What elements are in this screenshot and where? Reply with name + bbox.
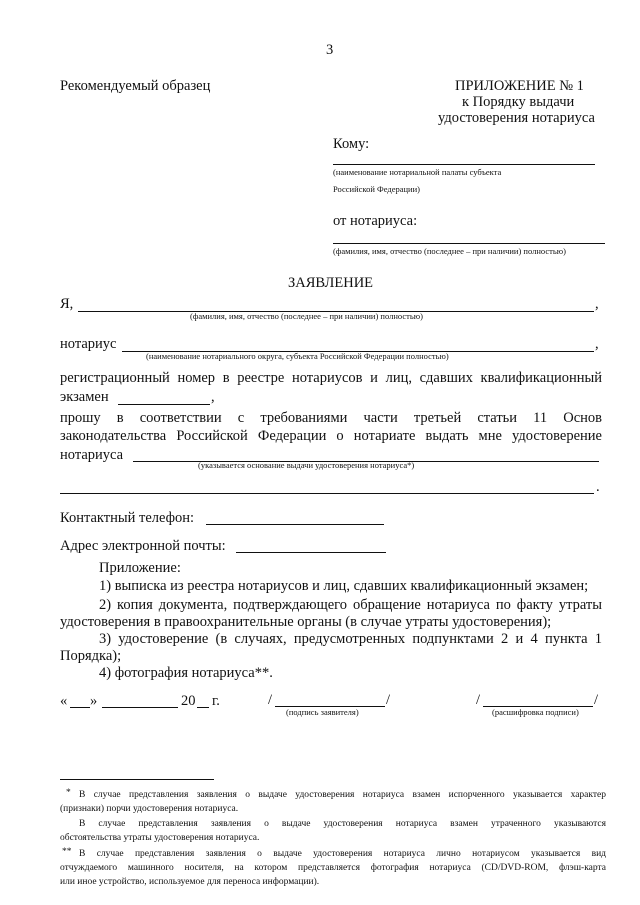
signature-decode-hint: (расшифровка подписи) [492, 707, 579, 717]
request-text-line1: прошу в соответствии с требованиями части третьей статьи 11 Основ [60, 410, 602, 426]
to-hint-1: (наименование нотариальной палаты субъекта [333, 167, 502, 177]
from-hint: (фамилия, имя, отчество (последнее – при наличии) полностью) [333, 246, 566, 256]
i-comma: , [595, 296, 599, 312]
request-text-line3: нотариуса [60, 447, 124, 463]
date-month-field-line[interactable] [102, 707, 178, 708]
date-year-field-line[interactable] [197, 707, 209, 708]
registration-text-line1: регистрационный номер в реестре нотариусов и лиц, сдавших квалификационный [60, 370, 602, 386]
document-title: ЗАЯВЛЕНИЕ [288, 275, 374, 291]
page-number: 3 [326, 42, 334, 58]
continuation-period: . [596, 479, 600, 495]
footnote-separator [60, 779, 214, 780]
phone-field-line[interactable] [206, 524, 384, 525]
signature-slash-left: / [268, 692, 273, 708]
signature-hint: (подпись заявителя) [286, 707, 359, 717]
i-label: Я, [60, 296, 74, 312]
request-text-line2: законодательства Российской Федерации о нотариате выдать мне удостоверение [60, 428, 602, 444]
notary-district-hint: (наименование нотариального округа, субъекта Российской Федерации полностью) [146, 351, 449, 361]
notary-label: нотариус [60, 336, 117, 352]
to-label: Кому: [333, 136, 370, 152]
registration-number-field-line[interactable] [118, 404, 210, 405]
attachment-item-2-line2: удостоверения в правоохранительные органы (в случае утраты удостоверения); [60, 614, 552, 630]
registration-text-line2: экзамен [60, 389, 109, 405]
decode-slash-right: / [594, 692, 599, 708]
issue-basis-continuation-line[interactable] [60, 493, 594, 494]
year-prefix: 20 [181, 693, 196, 709]
phone-label: Контактный телефон: [60, 510, 195, 526]
full-name-hint: (фамилия, имя, отчество (последнее – при наличии) полностью) [190, 311, 423, 321]
from-field-line[interactable] [333, 243, 605, 244]
footnote-3-mark: ** [62, 847, 72, 857]
appendix-subtitle: к Порядку выдачи [462, 94, 575, 110]
appendix-title: ПРИЛОЖЕНИЕ № 1 [455, 78, 584, 94]
sample-label: Рекомендуемый образец [60, 78, 211, 94]
attachment-item-3-line2: Порядка); [60, 648, 122, 664]
registration-comma: , [211, 389, 215, 405]
footnote-3-line3: или иное устройство, используемое для переноса информации). [60, 877, 320, 887]
footnote-3-line2: отчуждаемого машинного носителя, на котором представляется фотография нотариуса (CD/DVD-ROM, флэш-карта [60, 863, 606, 873]
attachment-item-3-line1: 3) удостоверение (в случаях, предусмотренных подпунктами 2 и 4 пункта 1 [99, 631, 602, 647]
date-close-quote: » [90, 693, 98, 709]
appendix-subtitle-2: удостоверения нотариуса [438, 110, 595, 126]
issue-basis-hint: (указывается основание выдачи удостоверения нотариуса*) [198, 460, 415, 470]
year-suffix: г. [212, 693, 220, 709]
attachment-item-1: 1) выписка из реестра нотариусов и лиц, сдавших квалификационный экзамен; [99, 578, 589, 594]
footnote-2-line1: В случае представления заявления о выдаче удостоверения нотариуса взамен утраченного указываются [79, 819, 606, 829]
to-hint-2: Российской Федерации) [333, 184, 420, 194]
from-label: от нотариуса: [333, 213, 418, 229]
footnote-2-line2: обстоятельства утраты удостоверения нотариуса. [60, 833, 260, 843]
decode-slash-left: / [476, 692, 481, 708]
footnote-3-line1: В случае представления заявления о выдаче удостоверения нотариуса лично нотариусом указывается вид [79, 849, 606, 859]
attachment-item-2-line1: 2) копия документа, подтверждающего обращение нотариуса по факту утраты [99, 597, 602, 613]
email-label: Адрес электронной почты: [60, 538, 226, 554]
notary-comma: , [595, 336, 599, 352]
email-field-line[interactable] [236, 552, 386, 553]
to-field-line[interactable] [333, 164, 595, 165]
attachments-heading: Приложение: [99, 560, 181, 576]
date-day-field-line[interactable] [70, 707, 90, 708]
footnote-1-mark: * [66, 788, 71, 798]
signature-slash-right: / [386, 692, 391, 708]
footnote-1-line1: В случае представления заявления о выдаче удостоверения нотариуса взамен испорченного указывается характер [79, 790, 606, 800]
date-open-quote: « [60, 693, 68, 709]
footnote-1-line2: (признаки) порчи удостоверения нотариуса. [60, 804, 239, 814]
attachment-item-4: 4) фотография нотариуса**. [99, 665, 273, 681]
